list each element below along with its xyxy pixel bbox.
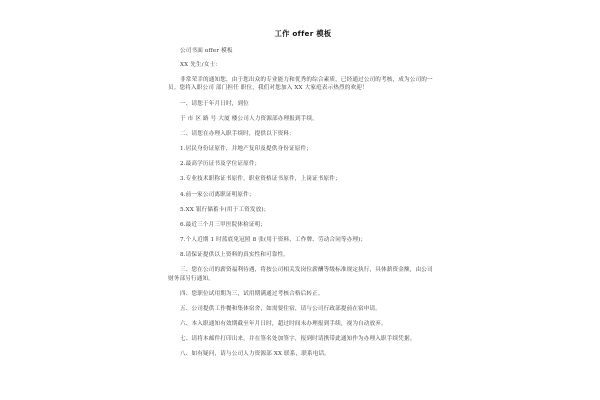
list-item: 2.最高学历证书及学位证原件； [180,161,261,168]
company-line: 公司书面 offer 模板 [180,47,233,54]
list-item: 1.居民身份证原件，并地产复印及提供身份证原件； [180,146,313,153]
document-title: 工作 offer 模板 [274,29,332,38]
section-6: 六、本入职通知有效期截至年月日时，超过时间未办理报到手续，视为自动放弃。 [180,320,387,327]
section-3: 三、您在公司的薪资福利待遇，将按公司相关发岗位薪酬等级标准规定执行，具体薪资金额，由公司财务部另行通知。 [168,267,433,282]
list-item: 6.最近三个月三甲医院体检证明； [180,221,267,228]
list-item: 8.请保证提供以上资料的真实性和可靠性。 [180,251,290,258]
salutation: XX 先生/女士： [180,62,221,69]
section-1: 一、请您于年月日时，到位 [180,100,249,107]
section-2: 二、请您在办理入职手续时，提供以下资料： [180,131,295,138]
section-1-address: 于 市 区 路 号 大厦 楼公司人力资源部办理报到手续。 [180,116,318,123]
list-item: 5.XX 银行储蓄卡(用于工资发放)； [180,206,270,213]
intro-paragraph: 非常荣幸的通知您，由于您出众的专业能力和优秀的综合素质，已经通过公司的考核，成为公司的一员。您将入职公司 部门担任 职位，我们对您加入 XX 大家庭表示热烈的欢迎！ [168,76,433,92]
section-7: 七、请将本邮件打印出来，并在签名处加签字，报到时请携带此通知作为办理入职手续凭据。 [180,335,416,342]
section-5: 五、公司提供工作餐和集体宿舍，如需要住宿，请与公司行政部提前在宿申请。 [180,305,382,312]
offer-document [168,30,438,365]
section-8: 八、如有疑问，请与公司人力资源部 XX 联系，联系电话。 [180,351,330,358]
section-4: 四、您职位试用期为三，试用期满通过考核合格后转正。 [180,290,324,297]
list-item: 4.前一家公司离职证明原件； [180,191,255,198]
list-item: 7.个人近期 1 时蓝底免冠照 8 张(用于资料、工作牌、劳动合同等办理)； [180,236,367,243]
list-item: 3.专业技术职称证书原件，职业资格证书原件，上岗证书原件； [180,176,341,183]
